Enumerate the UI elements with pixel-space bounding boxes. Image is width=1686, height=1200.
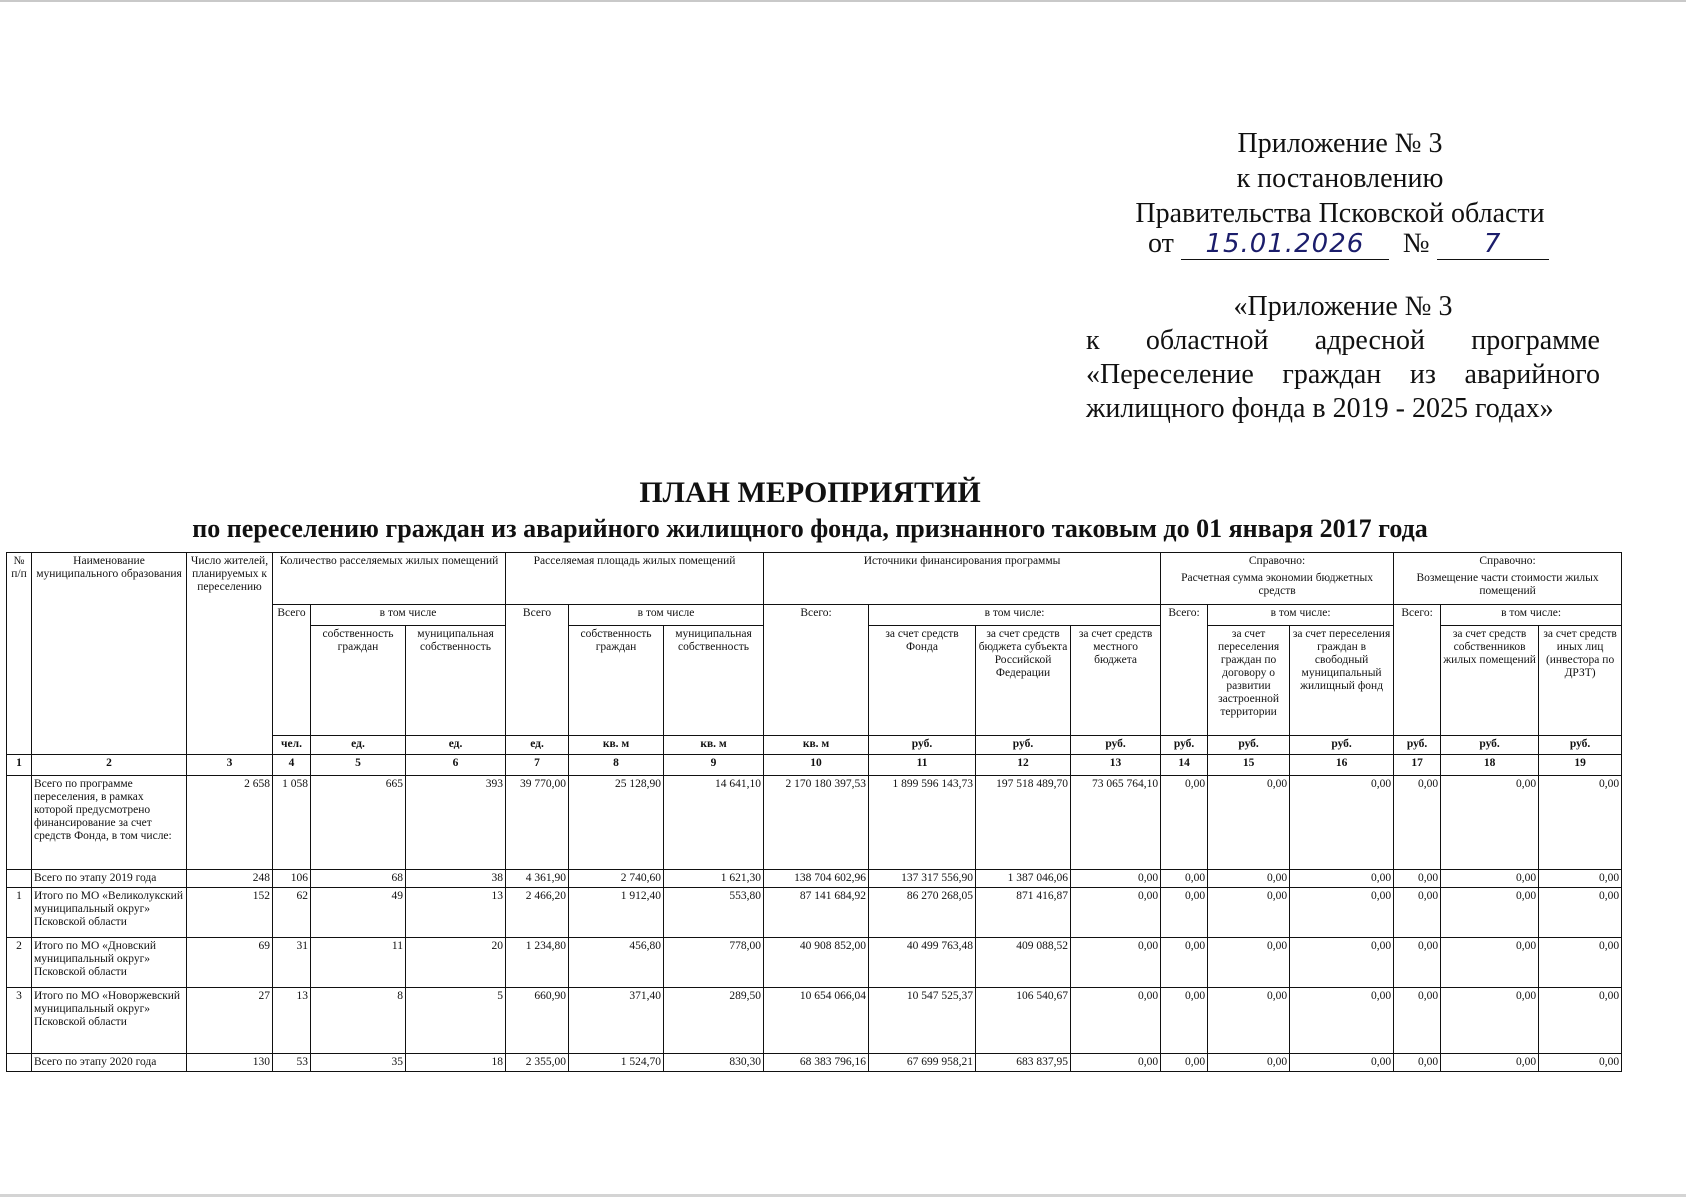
row-value: 138 704 602,96 bbox=[764, 870, 869, 888]
row-value: 14 641,10 bbox=[664, 776, 764, 870]
row-value: 0,00 bbox=[1161, 1054, 1208, 1072]
row-value: 0,00 bbox=[1161, 776, 1208, 870]
header-fund: за счет средств Фонда bbox=[869, 626, 976, 736]
header-residents: Число жителей, планируемых к переселению bbox=[187, 553, 273, 755]
row-value: 0,00 bbox=[1290, 870, 1394, 888]
row-value: 0,00 bbox=[1161, 938, 1208, 988]
row-value: 8 bbox=[311, 988, 406, 1054]
row-value: 456,80 bbox=[569, 938, 664, 988]
row-value: 0,00 bbox=[1539, 870, 1622, 888]
attachment-line: к постановлению bbox=[1236, 163, 1444, 194]
unit-cell: руб. bbox=[1208, 736, 1290, 755]
row-value: 0,00 bbox=[1208, 870, 1290, 888]
row-name: Всего по этапу 2020 года bbox=[32, 1054, 187, 1072]
unit-cell: руб. bbox=[1161, 736, 1208, 755]
row-value: 371,40 bbox=[569, 988, 664, 1054]
row-value: 27 bbox=[187, 988, 273, 1054]
header-area: Расселяемая площадь жилых помещений bbox=[506, 553, 764, 605]
row-value: 778,00 bbox=[664, 938, 764, 988]
header-rooms-own: собственность граждан bbox=[311, 626, 406, 736]
row-number: 2 bbox=[7, 938, 32, 988]
row-value: 665 bbox=[311, 776, 406, 870]
column-number: 17 bbox=[1394, 755, 1441, 776]
header-funding-total: Всего: bbox=[764, 605, 869, 736]
row-value: 31 bbox=[273, 938, 311, 988]
row-value: 5 bbox=[406, 988, 506, 1054]
row-value: 0,00 bbox=[1208, 938, 1290, 988]
column-number: 16 bbox=[1290, 755, 1394, 776]
row-value: 2 466,20 bbox=[506, 888, 569, 938]
table-row bbox=[7, 888, 1622, 938]
plan-subtitle: по переселению граждан из аварийного жилищного фонда, признанного таковым до 01 января 2017 года bbox=[192, 514, 1428, 543]
header-num: № п/п bbox=[7, 553, 32, 755]
row-value: 0,00 bbox=[1539, 1054, 1622, 1072]
column-number: 8 bbox=[569, 755, 664, 776]
scan-edge-top bbox=[0, 0, 1686, 2]
program-reference bbox=[1086, 290, 1600, 426]
unit-cell: ед. bbox=[311, 736, 406, 755]
row-value: 0,00 bbox=[1539, 988, 1622, 1054]
unit-cell: руб. bbox=[1394, 736, 1441, 755]
column-number: 1 bbox=[7, 755, 32, 776]
row-value: 2 170 180 397,53 bbox=[764, 776, 869, 870]
row-value: 106 bbox=[273, 870, 311, 888]
header-reimbursement bbox=[1394, 553, 1622, 605]
row-value: 553,80 bbox=[664, 888, 764, 938]
row-value: 0,00 bbox=[1441, 1054, 1539, 1072]
row-value: 0,00 bbox=[1394, 870, 1441, 888]
column-number: 3 bbox=[187, 755, 273, 776]
column-number: 2 bbox=[32, 755, 187, 776]
row-value: 289,50 bbox=[664, 988, 764, 1054]
column-number: 6 bbox=[406, 755, 506, 776]
row-value: 683 837,95 bbox=[976, 1054, 1071, 1072]
row-value: 0,00 bbox=[1071, 870, 1161, 888]
row-value: 1 912,40 bbox=[569, 888, 664, 938]
decree-date: 15.01.2026 bbox=[1181, 229, 1389, 260]
row-value: 68 383 796,16 bbox=[764, 1054, 869, 1072]
row-value: 0,00 bbox=[1394, 888, 1441, 938]
column-number: 5 bbox=[311, 755, 406, 776]
row-value: 0,00 bbox=[1071, 1054, 1161, 1072]
column-number: 12 bbox=[976, 755, 1071, 776]
row-value: 0,00 bbox=[1394, 1054, 1441, 1072]
column-number: 11 bbox=[869, 755, 976, 776]
row-value: 10 547 525,37 bbox=[869, 988, 976, 1054]
row-value: 197 518 489,70 bbox=[976, 776, 1071, 870]
column-number: 7 bbox=[506, 755, 569, 776]
header-reimb-sub: Возмещение части стоимости жилых помещений bbox=[1416, 572, 1599, 597]
unit-cell: руб. bbox=[976, 736, 1071, 755]
row-value: 1 234,80 bbox=[506, 938, 569, 988]
header-area-including: в том числе bbox=[569, 605, 764, 626]
row-value: 1 524,70 bbox=[569, 1054, 664, 1072]
row-value: 0,00 bbox=[1290, 938, 1394, 988]
row-value: 0,00 bbox=[1539, 888, 1622, 938]
header-free-municipal: за счет переселения граждан в свободный муниципальный жилищный фонд bbox=[1290, 626, 1394, 736]
number-prefix: № bbox=[1402, 228, 1430, 259]
row-value: 0,00 bbox=[1290, 888, 1394, 938]
row-number bbox=[7, 776, 32, 870]
date-prefix: от bbox=[1148, 228, 1174, 259]
column-number: 14 bbox=[1161, 755, 1208, 776]
row-value: 10 654 066,04 bbox=[764, 988, 869, 1054]
row-name: Всего по этапу 2019 года bbox=[32, 870, 187, 888]
row-value: 86 270 268,05 bbox=[869, 888, 976, 938]
row-value: 0,00 bbox=[1071, 888, 1161, 938]
row-value: 67 699 958,21 bbox=[869, 1054, 976, 1072]
row-value: 0,00 bbox=[1290, 776, 1394, 870]
header-area-own: собственность граждан bbox=[569, 626, 664, 736]
row-value: 4 361,90 bbox=[506, 870, 569, 888]
row-value: 830,30 bbox=[664, 1054, 764, 1072]
header-area-municipal: муниципальная собственность bbox=[664, 626, 764, 736]
header-contract-resettle: за счет переселения граждан по договору о развитии застроенной территории bbox=[1208, 626, 1290, 736]
column-number: 19 bbox=[1539, 755, 1622, 776]
unit-cell: руб. bbox=[1290, 736, 1394, 755]
header-economy-total: Всего: bbox=[1161, 605, 1208, 736]
row-value: 35 bbox=[311, 1054, 406, 1072]
header-subject-budget: за счет средств бюджета субъекта Российской Федерации bbox=[976, 626, 1071, 736]
header-reimb-including: в том числе: bbox=[1441, 605, 1622, 626]
row-value: 248 bbox=[187, 870, 273, 888]
header-name: Наименование муниципального образования bbox=[32, 553, 187, 755]
row-value: 62 bbox=[273, 888, 311, 938]
row-value: 0,00 bbox=[1539, 776, 1622, 870]
program-ref-line: к областной адресной программе bbox=[1086, 325, 1600, 356]
row-value: 130 bbox=[187, 1054, 273, 1072]
program-ref-line: «Переселение граждан из аварийного bbox=[1086, 359, 1600, 390]
column-number: 9 bbox=[664, 755, 764, 776]
row-value: 0,00 bbox=[1539, 938, 1622, 988]
row-value: 39 770,00 bbox=[506, 776, 569, 870]
table-row bbox=[7, 870, 1622, 888]
row-value: 20 bbox=[406, 938, 506, 988]
column-number: 10 bbox=[764, 755, 869, 776]
row-value: 18 bbox=[406, 1054, 506, 1072]
table-row bbox=[7, 938, 1622, 988]
unit-cell: кв. м bbox=[664, 736, 764, 755]
row-value: 87 141 684,92 bbox=[764, 888, 869, 938]
row-value: 1 058 bbox=[273, 776, 311, 870]
unit-cell: ед. bbox=[406, 736, 506, 755]
row-value: 0,00 bbox=[1161, 888, 1208, 938]
column-number: 13 bbox=[1071, 755, 1161, 776]
plan-title: ПЛАН МЕРОПРИЯТИЙ bbox=[639, 476, 981, 509]
column-number: 4 bbox=[273, 755, 311, 776]
header-funding-including: в том числе: bbox=[869, 605, 1161, 626]
unit-cell: руб. bbox=[1071, 736, 1161, 755]
row-number: 3 bbox=[7, 988, 32, 1054]
header-owners-funds: за счет средств собственников жилых помещений bbox=[1441, 626, 1539, 736]
row-value: 1 899 596 143,73 bbox=[869, 776, 976, 870]
row-value: 0,00 bbox=[1161, 870, 1208, 888]
header-area-total: Всего bbox=[506, 605, 569, 736]
row-value: 0,00 bbox=[1208, 776, 1290, 870]
program-ref-line: жилищного фонда в 2019 - 2025 годах» bbox=[1086, 393, 1554, 424]
row-value: 0,00 bbox=[1394, 776, 1441, 870]
row-value: 0,00 bbox=[1441, 870, 1539, 888]
row-value: 393 bbox=[406, 776, 506, 870]
header-rooms-count: Количество расселяемых жилых помещений bbox=[273, 553, 506, 605]
row-value: 1 387 046,06 bbox=[976, 870, 1071, 888]
row-value: 409 088,52 bbox=[976, 938, 1071, 988]
row-value: 2 355,00 bbox=[506, 1054, 569, 1072]
row-value: 0,00 bbox=[1290, 988, 1394, 1054]
header-economy-ref: Справочно: bbox=[1248, 555, 1306, 567]
table-row bbox=[7, 988, 1622, 1054]
row-value: 2 740,60 bbox=[569, 870, 664, 888]
table-body bbox=[7, 776, 1622, 1072]
row-number bbox=[7, 1054, 32, 1072]
unit-cell: кв. м bbox=[764, 736, 869, 755]
header-funding: Источники финансирования программы bbox=[764, 553, 1161, 605]
row-value: 0,00 bbox=[1394, 988, 1441, 1054]
resettlement-plan-table bbox=[6, 552, 1622, 1072]
row-number: 1 bbox=[7, 888, 32, 938]
row-value: 40 908 852,00 bbox=[764, 938, 869, 988]
row-value: 69 bbox=[187, 938, 273, 988]
program-ref-line: «Приложение № 3 bbox=[1233, 291, 1453, 322]
decree-number: 7 bbox=[1437, 229, 1549, 260]
header-economy-including: в том числе: bbox=[1208, 605, 1394, 626]
table-row bbox=[7, 776, 1622, 870]
row-value: 1 621,30 bbox=[664, 870, 764, 888]
unit-cell: руб. bbox=[1441, 736, 1539, 755]
header-local-budget: за счет средств местного бюджета bbox=[1071, 626, 1161, 736]
row-value: 0,00 bbox=[1071, 938, 1161, 988]
attachment-block bbox=[1110, 126, 1570, 231]
row-value: 0,00 bbox=[1208, 988, 1290, 1054]
row-value: 0,00 bbox=[1208, 1054, 1290, 1072]
row-value: 73 065 764,10 bbox=[1071, 776, 1161, 870]
header-economy bbox=[1161, 553, 1394, 605]
column-number: 15 bbox=[1208, 755, 1290, 776]
attachment-line: Приложение № 3 bbox=[1237, 128, 1443, 159]
row-value: 13 bbox=[406, 888, 506, 938]
row-value: 0,00 bbox=[1161, 988, 1208, 1054]
header-rooms-municipal: муниципальная собственность bbox=[406, 626, 506, 736]
header-reimb-ref: Справочно: bbox=[1479, 555, 1536, 567]
row-value: 0,00 bbox=[1071, 988, 1161, 1054]
row-value: 13 bbox=[273, 988, 311, 1054]
row-value: 137 317 556,90 bbox=[869, 870, 976, 888]
row-value: 25 128,90 bbox=[569, 776, 664, 870]
row-value: 0,00 bbox=[1441, 938, 1539, 988]
row-value: 2 658 bbox=[187, 776, 273, 870]
header-rooms-including: в том числе bbox=[311, 605, 506, 626]
row-name: Итого по МО «Дновский муниципальный округ» Псковской области bbox=[32, 938, 187, 988]
row-name: Итого по МО «Великолукский муниципальный округ» Псковской области bbox=[32, 888, 187, 938]
row-name: Всего по программе переселения, в рамках которой предусмотрено финансирование за счет средств Фонда, в том числе: bbox=[32, 776, 187, 870]
row-value: 11 bbox=[311, 938, 406, 988]
row-value: 53 bbox=[273, 1054, 311, 1072]
row-value: 0,00 bbox=[1290, 1054, 1394, 1072]
decree-date-line bbox=[1148, 228, 1549, 260]
row-value: 40 499 763,48 bbox=[869, 938, 976, 988]
header-rooms-total: Всего bbox=[273, 605, 311, 736]
row-value: 0,00 bbox=[1441, 888, 1539, 938]
unit-cell: ед. bbox=[506, 736, 569, 755]
header-economy-sub: Расчетная сумма экономии бюджетных средств bbox=[1181, 572, 1373, 597]
table-row bbox=[7, 1054, 1622, 1072]
row-value: 871 416,87 bbox=[976, 888, 1071, 938]
scan-edge-bottom bbox=[0, 1194, 1686, 1197]
row-number bbox=[7, 870, 32, 888]
row-name: Итого по МО «Новоржевский муниципальный округ» Псковской области bbox=[32, 988, 187, 1054]
row-value: 68 bbox=[311, 870, 406, 888]
unit-cell: руб. bbox=[869, 736, 976, 755]
row-value: 0,00 bbox=[1394, 938, 1441, 988]
column-number: 18 bbox=[1441, 755, 1539, 776]
row-value: 0,00 bbox=[1208, 888, 1290, 938]
row-value: 152 bbox=[187, 888, 273, 938]
row-value: 660,90 bbox=[506, 988, 569, 1054]
header-reimb-total: Всего: bbox=[1394, 605, 1441, 736]
row-value: 49 bbox=[311, 888, 406, 938]
row-value: 38 bbox=[406, 870, 506, 888]
unit-cell: чел. bbox=[273, 736, 311, 755]
row-value: 0,00 bbox=[1441, 776, 1539, 870]
row-value: 106 540,67 bbox=[976, 988, 1071, 1054]
attachment-line: Правительства Псковской области bbox=[1135, 198, 1545, 229]
header-investor-funds: за счет средств иных лиц (инвестора по ДРЗТ) bbox=[1539, 626, 1622, 736]
row-value: 0,00 bbox=[1441, 988, 1539, 1054]
unit-cell: руб. bbox=[1539, 736, 1622, 755]
unit-cell: кв. м bbox=[569, 736, 664, 755]
